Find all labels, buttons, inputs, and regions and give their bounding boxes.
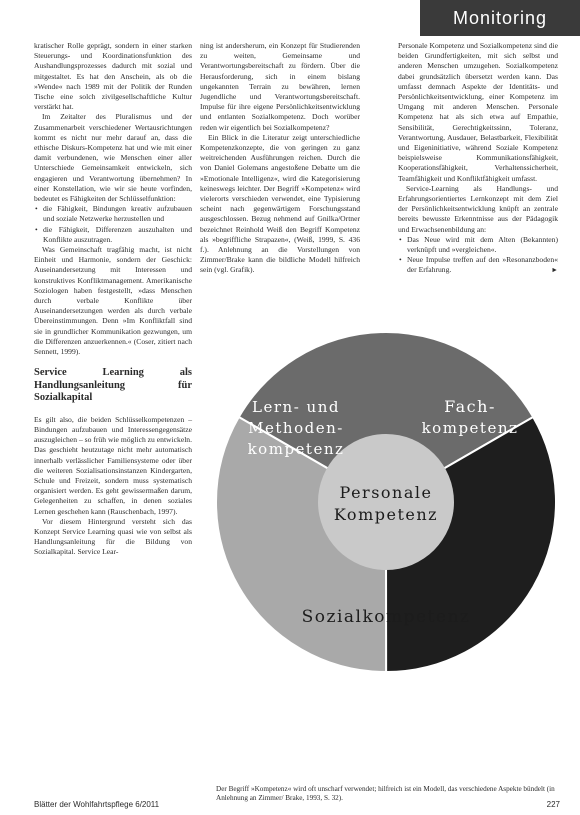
center-label: Personale bbox=[339, 483, 433, 502]
bullet-list bbox=[398, 235, 558, 276]
paragraph: kratischer Rolle geprägt, sondern in einer starken Steuerungs- und Koordinationsfunktion des Aushandlungsprozesses dadurch mit sozial und mitgestaltet. Es hat den Anschein, als ob die »Wende« nach 1989 mit der Politik der Runden Tische eine solch zivilgesellschaftliche Kultur verstärkt hat. bbox=[34, 41, 192, 112]
slice-label: Fach- bbox=[444, 397, 496, 416]
paragraph: ning ist andersherum, ein Konzept für Studierenden zu weiten, Gemeinsame und Verantwortungsbereitschaft zu fördern. Über die Herausforderung, sich in einem bislang ungekannten Terrain zu bewähren, lernen Jugendliche und Verantwortungsbereitschaft. Impulse für ihre eigene Persönlichkeitsentwicklung und entlanten Sozialkompetenz. Doch worüber reden wir eigentlich bei Sozialkompetenz? bbox=[200, 41, 360, 132]
section-banner bbox=[420, 0, 580, 36]
center-label: Kompetenz bbox=[333, 505, 439, 524]
continue-arrow-icon: ► bbox=[551, 266, 558, 275]
paragraph: Was Gemeinschaft tragfähig macht, ist nicht Einheit und Harmonie, sondern der Geschick: Auseinandersetzung mit Interessen und konstruktives Konfliktmanagement. Amerikanische Soziologen haben festgestellt, »dass Menschen durch verbale Konflikte über Auseinandersetzungen werden als durch verbale Übereinstimmungen. Denn »Im Konfliktfall sind sie in grundlicher Kommunikation gezwungen, um die Differenzen anzuerkennen.« (Coser, zitiert nach Sennett, 1999). bbox=[34, 245, 192, 357]
paragraph: Personale Kompetenz und Sozialkompetenz sind die beiden Grundfertigkeiten, mit sich selbst und anderen Menschen umzugehen. Sozialkompetenz dabei grundsätzlich übersetzt werden kann. Das umfasst demnach Aspekte der Identitäts- und Persönlichkeitsentwicklung, einer Kompetenz im Umgang mit anderen Menschen. Personale Kompetenz hat als sich etwa auf Empathie, Sensibilität, Gerechtigkeitssinn, Toleranz, Verantwortung, Ausdauer, Belastbarkeit, Flexibilität und Eigeninitiative, während Soziale Kompetenz beispielsweise Kommunikationsfähigkeit, Kooperationsfähigkeit, Verhaltenssicherheit, Teamfähigkeit und Konfliktfähigkeit umfasst. bbox=[398, 41, 558, 183]
paragraph: Im Zeitalter des Pluralismus und der Zusammenarbeit verschiedener Wertausrichtungen kommt es nicht nur mehr darauf an, dass die ethische Diskurs-Kompetenz hat und wie mit einer damit verbundenen, wie Menschen einer aller Unterschiede Gemeinsamkeit entwickeln, sich engagieren und Verantwortung übernehmen? In einer Konstellation, wie wir sie heute vorfinden, bedeutet es Fähigkeiten der Schlüsselfunktion: bbox=[34, 112, 192, 204]
slice-label: Lern- und bbox=[252, 398, 340, 416]
list-item: • Das Neue wird mit dem Alten (Bekannten) verknüpft und »vergleichen«. bbox=[407, 235, 558, 255]
paragraph: Ein Blick in die Literatur zeigt unterschiedliche Kompetenzkonzepte, die von geringen zu ganz weitreichenden Ausführungen reichen. Durch die von Daniel Golemans angestoßene Debatte um die »Emotionale Intelligenz«, wird die Kategorisierung keineswegs leichter. Der Begriff »Kompetenz« wird vielerorts verschieden verwendet, eine Typisierung scheint nach gegenwärtigem Forschungsstand ausgeschlossen. Bezug nehmend auf Gnilka/Ortner bezeichnet Reinhold Weiß den Begriff Kompetenz als »begriffliche Strapazen«, (Weiß, 1999, S. 436 f.). Anlehnung an die Vorstellungen von Zimmer/Brake kann die bildliche Modell hilfreich sein (vgl. Grafik). bbox=[200, 132, 360, 275]
slice-label: Methoden- bbox=[248, 419, 344, 437]
bullet-list bbox=[34, 204, 192, 245]
list-item: • die Fähigkeit, Bindungen kreativ aufzubauen und soziale Netzwerke herzustellen und bbox=[43, 204, 192, 224]
figure-caption: Der Begriff »Kompetenz« wird oft unscharf verwendet; hilfreich ist ein Modell, das verschiedene Aspekte bündelt (in Anlehnung an Zimmer/ Brake, 1993, S. 32). bbox=[216, 785, 555, 802]
paragraph: Service-Learning als Handlungs- und Erfahrungsorientiertes Lernkonzept mit dem Ziel der Persönlichkeitsentwicklung knüpft an zentrale bereits bewusste Erkenntnisse aus der Pädagogik und Erwachsenenbildung an: bbox=[398, 183, 558, 234]
text-column-3 bbox=[398, 41, 558, 276]
list-item-text: Neue Impulse treffen auf den »Resonanzboden« der Erfahrung. bbox=[407, 255, 558, 275]
text-column-1 bbox=[34, 41, 192, 558]
paragraph: Vor diesem Hintergrund versteht sich das Konzept Service Learning quasi wie von selbst als Handlungsanleitung für die Bildung von Sozialkapital. Service Lear- bbox=[34, 516, 192, 557]
competence-pie-chart bbox=[200, 302, 572, 784]
section-label: Monitoring bbox=[452, 7, 548, 28]
page-number: 227 bbox=[546, 800, 560, 809]
publication-name: Blätter der Wohlfahrtspflege 6/2011 bbox=[34, 800, 160, 809]
section-heading: Service Learning als Handlungsanleitung für Sozialkapital bbox=[34, 367, 192, 404]
text-column-2 bbox=[200, 41, 360, 276]
slice-label: Sozialkompetenz bbox=[301, 607, 471, 627]
slice-label: kompetenz bbox=[421, 419, 519, 437]
page-footer bbox=[34, 800, 560, 809]
list-item: • die Fähigkeit, Differenzen auszuhalten und Konflikte auszutragen. bbox=[43, 225, 192, 245]
paragraph: Es gilt also, die beiden Schlüsselkompetenzen – Bindungen aufzubauen und Interessengegensätze auszugleichen – so früh wie möglich zu entwickeln. Das geschieht heutzutage nicht mehr automatisch innerhalb verlässlicher Familiensysteme oder über die weiteren Sozialisationsinstanzen Kindergarten, Schule und Freizeit, sondern muss systematisch organisiert werden. Es geht gewissermaßen darum, Gelegenheiten zu schaffen, in denen soziales Lernen geschehen kann (Rauschenbach, 1997). bbox=[34, 414, 192, 516]
list-item bbox=[407, 255, 558, 275]
slice-label: kompetenz bbox=[247, 440, 345, 458]
